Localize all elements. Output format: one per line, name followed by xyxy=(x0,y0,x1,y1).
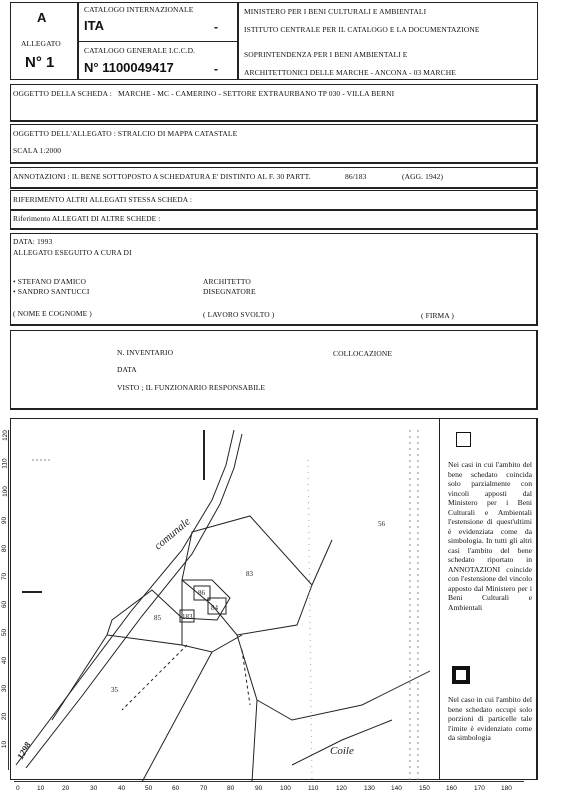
bottom-tick-160: 160 xyxy=(446,785,457,792)
left-tick-70: 70 xyxy=(1,572,9,581)
collocazione: COLLOCAZIONE xyxy=(333,349,393,358)
autori-eseguito: ALLEGATO ESEGUITO A CURA DI xyxy=(13,248,132,257)
lavoro-label: ( LAVORO SVOLTO ) xyxy=(203,310,275,319)
dashed-path xyxy=(122,645,187,710)
parcel-85-outline xyxy=(107,590,182,645)
allegato-number: N° 1 xyxy=(25,54,55,71)
parcel-line-4 xyxy=(237,635,257,782)
n-inventario: N. INVENTARIO xyxy=(117,348,174,357)
road-edge-1 xyxy=(16,430,234,765)
left-tick-90: 90 xyxy=(1,516,9,525)
legend-text-2: Nel caso in cui l'ambito del bene schedato occupi solo porzioni di particelle tale l'imite è evidenziato come da simbologia xyxy=(448,695,532,742)
oggetto-scheda-label: OGGETTO DELLA SCHEDA : xyxy=(13,89,112,98)
bottom-tick-70: 70 xyxy=(200,785,208,792)
dash-2: - xyxy=(214,62,218,76)
parcel-84: 84 xyxy=(211,604,218,612)
left-ruler xyxy=(0,430,10,770)
inventario-data: DATA xyxy=(117,365,137,374)
bottom-tick-130: 130 xyxy=(364,785,375,792)
parcel-35: 35 xyxy=(111,686,118,694)
left-tick-30: 30 xyxy=(1,684,9,693)
person-1: • STEFANO D'AMICO xyxy=(13,277,87,286)
bottom-tick-170: 170 xyxy=(474,785,485,792)
bottom-tick-60: 60 xyxy=(172,785,180,792)
parcel-line-1 xyxy=(182,635,242,652)
left-tick-20: 20 xyxy=(1,712,9,721)
colle-label: Coile xyxy=(330,745,354,757)
cat-int-value: ITA xyxy=(84,18,104,33)
left-tick-40: 40 xyxy=(1,656,9,665)
ministry-line1: MINISTERO PER I BENI CULTURALI E AMBIENTALI xyxy=(244,7,427,16)
bottom-tick-110: 110 xyxy=(308,785,319,792)
bottom-tick-140: 140 xyxy=(391,785,402,792)
bottom-tick-90: 90 xyxy=(255,785,263,792)
road-number: 1298 xyxy=(15,740,33,761)
role-2: DISEGNATORE xyxy=(203,287,256,296)
bottom-tick-40: 40 xyxy=(118,785,126,792)
oggetto-allegato-label: OGGETTO DELL'ALLEGATO : STRALCIO DI MAPPA CATASTALE xyxy=(13,129,238,138)
catalog-divider xyxy=(78,41,238,42)
bottom-tick-120: 120 xyxy=(336,785,347,792)
box-letter: A xyxy=(37,10,47,25)
bottom-ruler xyxy=(0,780,582,800)
left-tick-50: 50 xyxy=(1,628,9,637)
parcel-56: 56 xyxy=(378,520,385,528)
cat-int-label: CATALOGO INTERNAZIONALE xyxy=(84,5,194,14)
bottom-tick-50: 50 xyxy=(145,785,153,792)
left-tick-120: 120 xyxy=(1,430,9,441)
road-edge-2 xyxy=(26,434,242,768)
soprint-line2: ARCHITETTONICI DELLE MARCHE - ANCONA - 03 MARCHE xyxy=(244,68,456,77)
annotazioni-text: ANNOTAZIONI : IL BENE SOTTOPOSTO A SCHEDATURA E' DISTINTO AL F. 30 PARTT. xyxy=(13,172,311,181)
survey-line-4 xyxy=(308,460,312,782)
autori-data: DATA: 1993 xyxy=(13,237,53,246)
dashed-path-2 xyxy=(242,650,250,705)
legend-symbol-2 xyxy=(452,666,470,684)
left-tick-10: 10 xyxy=(1,740,9,749)
parcel-83: 83 xyxy=(246,570,253,578)
parcel-85: 85 xyxy=(154,614,161,622)
parcel-line-5 xyxy=(257,670,430,720)
nome-label: ( NOME E COGNOME ) xyxy=(13,309,92,318)
allegato-label: ALLEGATO xyxy=(21,39,61,48)
bottom-tick-20: 20 xyxy=(62,785,70,792)
parcel-line-3 xyxy=(142,652,212,782)
legend-symbol-1 xyxy=(456,432,471,447)
cadastral-map xyxy=(12,420,430,782)
riferimenti-altre: Riferimento ALLEGATI DI ALTRE SCHEDE : xyxy=(13,214,161,223)
left-tick-60: 60 xyxy=(1,600,9,609)
bottom-tick-10: 10 xyxy=(37,785,45,792)
left-tick-100: 100 xyxy=(1,486,9,497)
bottom-tick-150: 150 xyxy=(419,785,430,792)
annotazioni-agg: (AGG. 1942) xyxy=(402,172,444,181)
firma-label: ( FIRMA ) xyxy=(421,311,454,320)
visto: VISTO ; IL FUNZIONARIO RESPONSABILE xyxy=(117,383,266,392)
parcel-line-2 xyxy=(52,635,107,720)
colle-curve xyxy=(292,720,392,765)
bottom-tick-80: 80 xyxy=(227,785,235,792)
scala: SCALA 1:2000 xyxy=(13,146,62,155)
bottom-tick-100: 100 xyxy=(280,785,291,792)
parcel-183: 183 xyxy=(182,613,193,621)
legend-divider xyxy=(439,418,440,780)
annotazioni-partt: 86/183 xyxy=(345,172,367,181)
soprint-line1: SOPRINTENDENZA PER I BENI AMBIENTALI E xyxy=(244,50,408,59)
left-tick-80: 80 xyxy=(1,544,9,553)
bottom-tick-180: 180 xyxy=(501,785,512,792)
road-label: comunale xyxy=(152,515,193,553)
oggetto-scheda-value: MARCHE - MC - CAMERINO - SETTORE EXTRAURBANO TP 030 - VILLA BERNI xyxy=(118,89,395,98)
parcel-86: 86 xyxy=(198,589,205,597)
parcel-line-6 xyxy=(312,540,332,585)
role-1: ARCHITETTO xyxy=(203,277,251,286)
ministry-line2: ISTITUTO CENTRALE PER IL CATALOGO E LA DOCUMENTAZIONE xyxy=(244,25,480,34)
bottom-tick-30: 30 xyxy=(90,785,98,792)
dash-1: - xyxy=(214,20,218,34)
legend-text-1: Nei casi in cui l'ambito del bene schedato coincida solo parzialmente con vincoli apposti dal Ministero per i Beni Culturali e Ambientali l'estensione di quest'ultimi è evidenziata come da simbologia. In tutti gli altri casi l'ambito del bene schedato riportato in ANNOTAZIONI coincide con l'estensione del vincolo apposto dal Ministero per i Beni Culturali e Ambientali xyxy=(448,460,532,612)
left-tick-110: 110 xyxy=(1,458,9,469)
cat-gen-value: N° 1100049417 xyxy=(84,60,174,75)
riferimenti-stessa: RIFERIMENTO ALTRI ALLEGATI STESSA SCHEDA : xyxy=(13,195,193,204)
inventario-box xyxy=(10,330,538,410)
person-2: • SANDRO SANTUCCI xyxy=(13,287,90,296)
cat-gen-label: CATALOGO GENERALE I.C.C.D. xyxy=(84,46,196,55)
bottom-tick-0: 0 xyxy=(16,785,20,792)
